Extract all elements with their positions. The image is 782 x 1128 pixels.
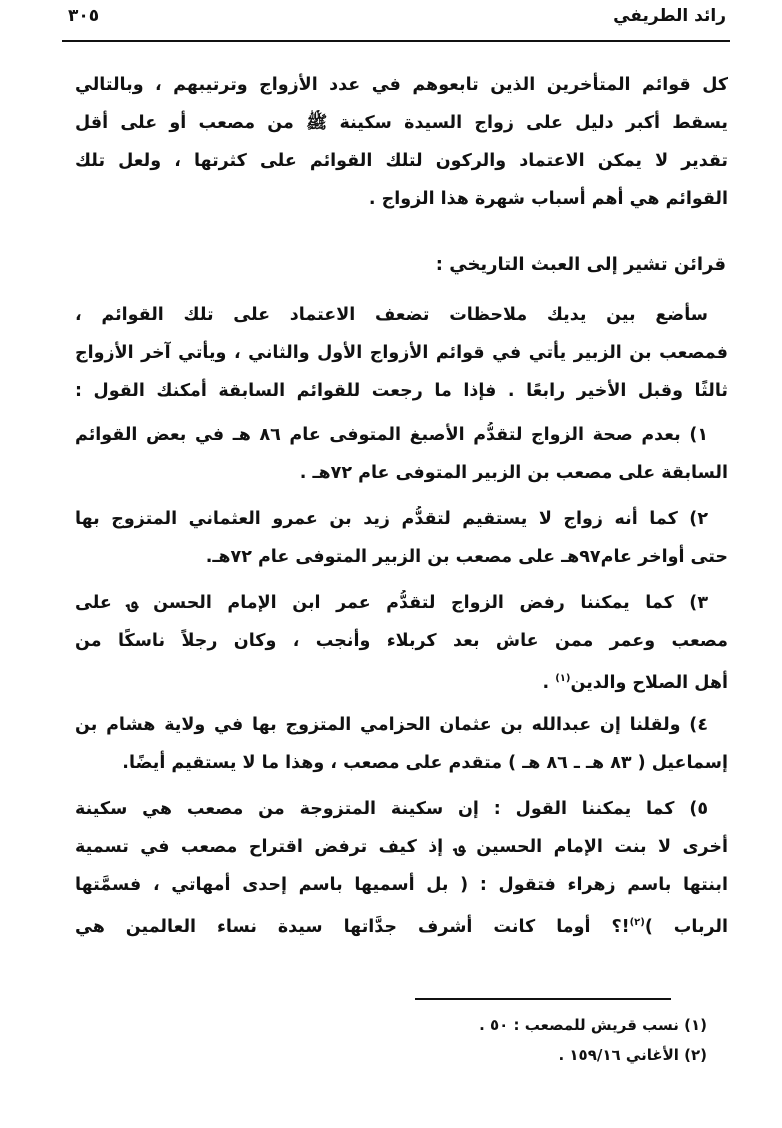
- text: .: [542, 672, 550, 693]
- list-item-4: ٤) ولقلنا إن عبدالله بن عثمان الحزامي المتزوج بها في ولاية هشام بن: [75, 715, 708, 735]
- list-item-4-cont: إسماعيل ( ٨٣ هـ ـ ٨٦ هـ ) متقدم على مصعب ، وهذا ما لا يستقيم أيضًا.: [122, 753, 728, 773]
- page-number: ٣٠٥: [68, 6, 100, 26]
- running-title: رائد الطريفي: [613, 6, 726, 26]
- text: أهل الصلاح والدين: [570, 672, 728, 693]
- list-item-3-cont: مصعب وعمر ممن عاش بعد كربلاء وأنجب ، وكان رجلاً ناسكًا من: [75, 631, 728, 651]
- list-item-5-cont: [75, 910, 728, 940]
- header-rule: [62, 40, 730, 42]
- body-line: سأضع بين يديك ملاحظات تضعف الاعتماد على تلك القوائم ،: [75, 305, 708, 325]
- body-line: كل قوائم المتأخرين الذين تابعوهم في عدد الأزواج وترتيبهم ، وبالتالي: [75, 75, 728, 95]
- list-item-2-cont: حتى أواخر عام٩٧هـ على مصعب بن الزبير المتوفى عام ٧٢هـ.: [205, 547, 728, 567]
- list-item-3-cont: [75, 666, 728, 696]
- list-item-5-cont: ابنتها باسم زهراء فتقول : ( بل أسميها باسم إحدى أمهاتي ، فسمَّتها: [75, 875, 728, 895]
- list-item-5: ٥) كما يمكننا القول : إن سكينة المتزوجة من مصعب هي سكينة: [75, 799, 708, 819]
- section-heading: قرائن تشير إلى العبث التاريخي :: [435, 254, 726, 275]
- list-item-2: ٢) كما أنه زواج لا يستقيم لتقدُّم زيد بن عمرو العثماني المتزوج بها: [75, 509, 708, 529]
- footnote-ref[interactable]: (١): [555, 673, 571, 684]
- list-item-1: ١) بعدم صحة الزواج لتقدُّم الأصبغ المتوفى عام ٨٦ هـ في بعض القوائم: [75, 425, 708, 445]
- body-line: يسقط أكبر دليل على زواج السيدة سكينة ﷺ من مصعب أو على أقل: [75, 113, 728, 133]
- body-line: فمصعب بن الزبير يأتي في قوائم الأزواج الأول والثاني ، ويأتي آخر الأزواج: [75, 343, 728, 363]
- body-line: القوائم هي أهم أسباب شهرة هذا الزواج .: [368, 189, 728, 209]
- footnote-2: (٢) الأغاني ١٥٩/١٦ .: [558, 1046, 707, 1064]
- body-line: ثالثًا وقبل الأخير رابعًا . فإذا ما رجعت للقوائم السابقة أمكنك القول :: [75, 381, 728, 401]
- footnote-rule: [415, 998, 671, 1000]
- footnote-1: (١) نسب قريش للمصعب : ٥٠ .: [479, 1016, 707, 1034]
- list-item-5-cont: أخرى لا بنت الإمام الحسين ؈ إذ كيف ترفض اقتراح مصعب في تسمية: [75, 837, 728, 857]
- list-item-3: ٣) كما يمكننا رفض الزواج لتقدُّم عمر ابن الإمام الحسن ؈ على: [75, 593, 708, 613]
- footnote-ref[interactable]: (٢): [629, 917, 645, 928]
- text: !؟ أوما كانت أشرف جدَّاتها سيدة نساء العالمين هي: [75, 916, 630, 937]
- text: الرباب ): [644, 916, 728, 937]
- list-item-1-cont: السابقة على مصعب بن الزبير المتوفى عام ٧٢هـ .: [299, 463, 728, 483]
- body-line: تقدير لا يمكن الاعتماد والركون لتلك القوائم على كثرتها ، ولعل تلك: [75, 151, 728, 171]
